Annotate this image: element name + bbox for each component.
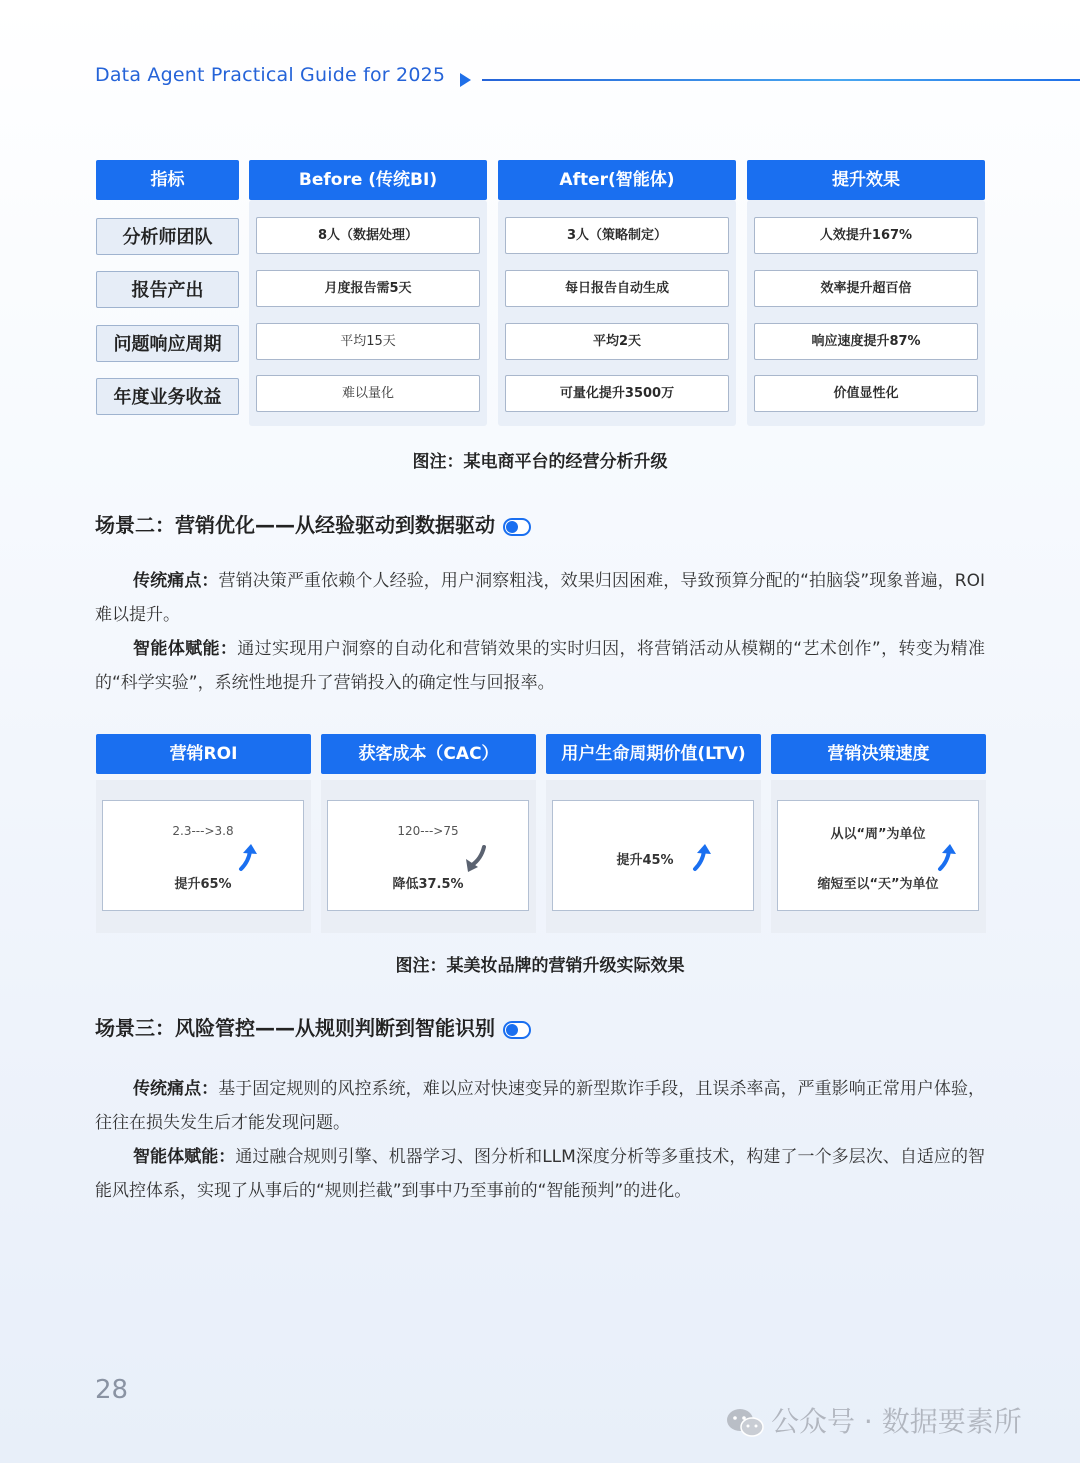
row-label: 报告产出 (96, 271, 239, 308)
table-cell-effect: 效率提升超百倍 (754, 270, 978, 307)
agent-label: 智能体赋能： (133, 1147, 236, 1167)
metric-card-speed (777, 800, 979, 911)
card-bottom-text: 提升65% (174, 877, 232, 892)
section2-body (95, 564, 985, 700)
section2-agent-paragraph (95, 632, 985, 700)
arrow-up-icon (235, 841, 263, 873)
row-label: 年度业务收益 (96, 378, 239, 415)
row-label: 分析师团队 (96, 218, 239, 255)
metric-header-cac: 获客成本（CAC） (321, 734, 536, 774)
table-header-after: After(智能体) (498, 160, 736, 200)
section3-heading (95, 1012, 531, 1041)
card-top-text: 从以“周”为单位 (830, 827, 926, 842)
card-top-text: 120--->75 (397, 824, 459, 838)
agent-label: 智能体赋能： (133, 639, 238, 659)
section3-pain-paragraph (95, 1072, 985, 1140)
card-bottom-text: 降低37.5% (392, 877, 464, 892)
wechat-icon (725, 1407, 765, 1439)
table-cell-after: 每日报告自动生成 (505, 270, 729, 307)
agent-text: 通过实现用户洞察的自动化和营销效果的实时归因，将营销活动从模糊的“艺术创作”，转变为精准的“科学实验”，系统性地提升了营销投入的确定性与回报率。 (95, 639, 985, 693)
metric-header-roi: 营销ROI (96, 734, 311, 774)
table-cell-effect: 人效提升167% (754, 217, 978, 254)
table-cell-effect: 价值显性化 (754, 375, 978, 412)
card-bottom-text: 缩短至以“天”为单位 (817, 877, 939, 892)
section3-title: 场景三：风险管控——从规则判断到智能识别 (95, 1016, 495, 1040)
pain-text: 营销决策严重依赖个人经验，用户洞察粗浅，效果归因困难，导致预算分配的“拍脑袋”现象普遍，ROI难以提升。 (95, 571, 985, 625)
table-cell-before: 难以量化 (256, 375, 480, 412)
toggle-icon (503, 1021, 531, 1039)
document-header-title: Data Agent Practical Guide for 2025 (95, 64, 446, 86)
section2-heading (95, 509, 531, 538)
pain-label: 传统痛点： (133, 571, 219, 591)
metric-card-roi (102, 800, 304, 911)
arrow-up-icon (934, 841, 962, 873)
table-header-effect: 提升效果 (747, 160, 985, 200)
table-cell-after: 可量化提升3500万 (505, 375, 729, 412)
watermark (725, 1400, 1022, 1440)
table-cell-after: 平均2天 (505, 323, 729, 360)
table-cell-after: 3人（策略制定） (505, 217, 729, 254)
section2-title: 场景二：营销优化——从经验驱动到数据驱动 (95, 513, 495, 537)
table-cell-before: 8人（数据处理） (256, 217, 480, 254)
arrow-down-icon (462, 843, 490, 875)
metric-header-speed: 营销决策速度 (771, 734, 986, 774)
toggle-icon (503, 518, 531, 536)
row-label: 问题响应周期 (96, 325, 239, 362)
card-top-text: 2.3--->3.8 (172, 824, 234, 838)
section3-agent-paragraph (95, 1140, 985, 1208)
table2-caption: 图注：某美妆品牌的营销升级实际效果 (395, 956, 685, 976)
play-triangle-icon (460, 73, 471, 87)
card-middle-text: 提升45% (616, 853, 674, 868)
watermark-text: 公众号 · 数据要素所 (771, 1405, 1022, 1438)
pain-label: 传统痛点： (133, 1079, 219, 1099)
table-cell-before: 平均15天 (256, 323, 480, 360)
table-header-metric: 指标 (96, 160, 239, 200)
pain-text: 基于固定规则的风控系统，难以应对快速变异的新型欺诈手段，且误杀率高，严重影响正常用户体验，往往在损失发生后才能发现问题。 (95, 1079, 986, 1133)
header-divider (482, 79, 1080, 81)
table-cell-effect: 响应速度提升87% (754, 323, 978, 360)
table1-caption: 图注：某电商平台的经营分析升级 (412, 452, 668, 472)
table-header-before: Before (传统BI) (249, 160, 487, 200)
metric-card-ltv (552, 800, 754, 911)
section3-body (95, 1072, 985, 1208)
agent-text: 通过融合规则引擎、机器学习、图分析和LLM深度分析等多重技术，构建了一个多层次、自适应的智能风控体系，实现了从事后的“规则拦截”到事中乃至事前的“智能预判”的进化。 (95, 1147, 986, 1201)
page-number: 28 (95, 1375, 129, 1405)
metric-card-cac (327, 800, 529, 911)
metric-header-ltv: 用户生命周期价值(LTV) (546, 734, 761, 774)
section2-pain-paragraph (95, 564, 985, 632)
arrow-up-icon (689, 841, 717, 873)
table-cell-before: 月度报告需5天 (256, 270, 480, 307)
